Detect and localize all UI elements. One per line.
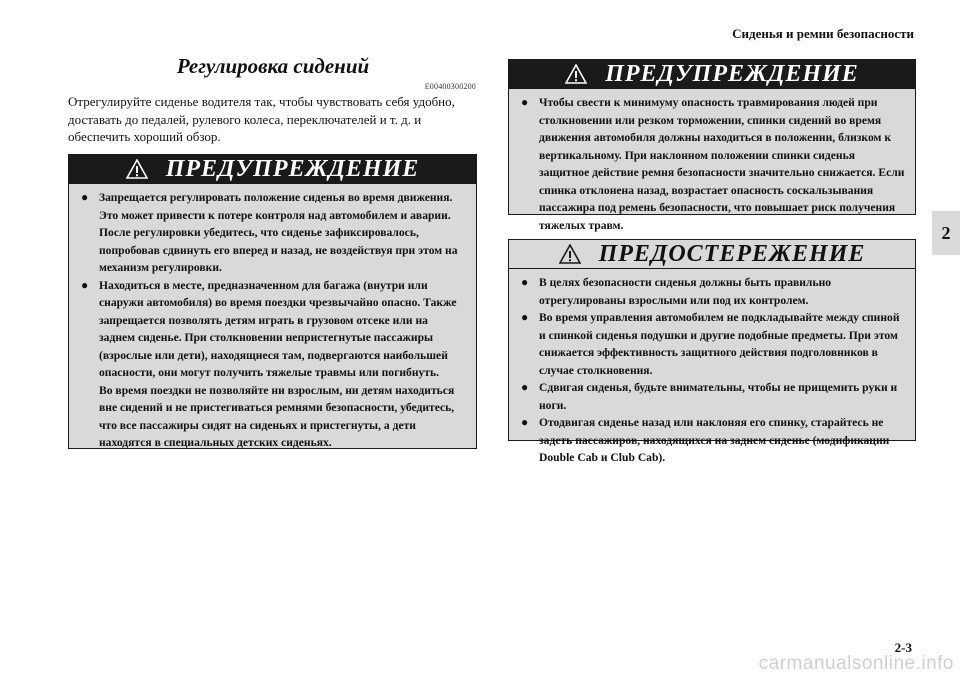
bullet-icon: ● [521, 275, 529, 289]
list-item-text: Сдвигая сиденья, будьте внимательны, чтобы не прищемить руки и ноги. [539, 381, 898, 412]
left-warning-box [68, 154, 477, 449]
section-code: E00400300200 [424, 82, 476, 91]
list-item-text: В целях безопасности сиденья должны быть правильно отрегулированы взрослыми или под их контролем. [539, 276, 832, 307]
caution-triangle-icon [559, 244, 581, 264]
right-warning-body [509, 89, 915, 238]
caution-heading: ПРЕДОСТЕРЕЖЕНИЕ [598, 240, 866, 267]
left-warning-header [69, 155, 476, 184]
left-warning-heading: ПРЕДУПРЕЖДЕНИЕ [165, 155, 420, 182]
bullet-icon: ● [81, 277, 89, 292]
list-item-text: Во время управления автомобилем не подкладывайте между спиной и спинкой сиденья подушки и другие подобные предметы. При этом снижается эффективность защитного действия подголовников в случае столкновения. [539, 311, 900, 377]
right-warning-header [509, 60, 915, 89]
bullet-icon: ● [81, 190, 89, 204]
list-item [521, 309, 905, 379]
left-warning-extra: Во время поездки не позволяйте ни взрослым, ни детям находиться вне сидений и не пристегиваться ремнями безопасности, убедитесь, что все пассажиры сидят на сиденьях и пристегнуты, а дети находятся в специальных детских сиденьях. [99, 383, 455, 449]
caution-header [509, 240, 915, 269]
right-warning-heading: ПРЕДУПРЕЖДЕНИЕ [605, 60, 859, 87]
watermark: carmanualsonline.info [758, 653, 954, 674]
list-item [521, 379, 905, 414]
header-title: Сиденья и ремни безопасности [732, 26, 914, 41]
bullet-icon: ● [521, 95, 529, 109]
list-item [521, 274, 905, 309]
bullet-icon: ● [521, 415, 529, 429]
list-item-text: Отодвигая сиденье назад или наклоняя его спинку, старайтесь не задеть пассажиров, находящихся на заднем сиденье (модификации Double Cab и Club Cab). [539, 416, 890, 464]
caution-body [509, 269, 915, 471]
warning-triangle-icon [126, 159, 148, 179]
list-item-text: Находиться в месте, предназначенном для багажа (внутри или снаружи автомобиля) во время поездки чрезвычайно опасно. Также запрещается позволять детям играть в грузовом отсеке или на заднем сиденье. При столкновении непристегнутые пассажиры (взрослые или дети), находящиеся там, подвергаются наибольшей опасности, они могут получить тяжелые травмы или погибнуть. [99, 278, 457, 379]
chapter-tab[interactable]: 2 [932, 211, 960, 255]
list-item-text: Чтобы свести к минимуму опасность травмирования людей при столкновении или резком торможении, спинки сидений во время движения автомобиля должны находиться в положении, близком к вертикальному. При наклонном положении спинки сиденья защитное действие ремня безопасности значительно снижается. Если спинка отклонена назад, возрастает опасность соскальзывания пассажира под ремень безопасности, что повышает риск получения тяжелых травм. [539, 96, 905, 232]
right-warning-box [508, 59, 916, 232]
intro-paragraph: Отрегулируйте сиденье водителя так, чтобы чувствовать себя удобно, доставать до педалей, рулевого колеса, переключателей и т. д. и обеспечить хороший обзор. [68, 94, 455, 144]
list-item [81, 277, 466, 382]
section-title: Регулировка сидений [176, 54, 370, 78]
bullet-icon: ● [521, 380, 529, 394]
left-warning-body [69, 184, 476, 456]
page-number: 2-3 [894, 640, 912, 655]
bullet-icon: ● [521, 310, 529, 324]
list-item [81, 189, 466, 277]
list-item-text: Запрещается регулировать положение сиденья во время движения. Это может привести к потере контроля над автомобилем и аварии. После регулировки убедитесь, что сиденье зафиксировалось, попробовав сдвинуть его вперед и назад, не воздействуя при этом на механизм регулировки. [99, 191, 458, 274]
list-item [521, 414, 905, 467]
caution-box [508, 239, 916, 464]
list-item [521, 94, 905, 234]
warning-triangle-icon [565, 64, 587, 84]
